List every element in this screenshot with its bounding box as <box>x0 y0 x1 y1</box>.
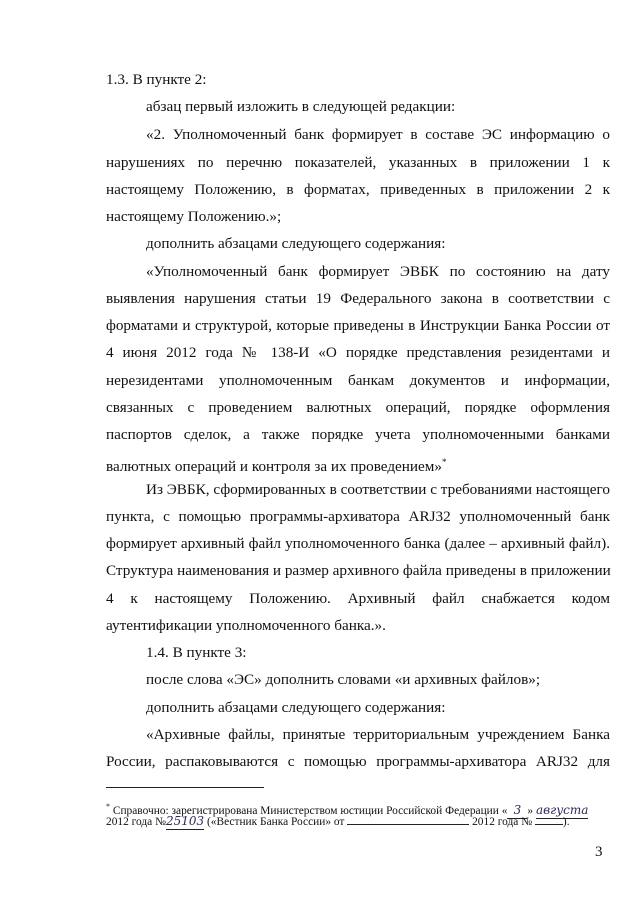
text-line: нерезидентами уполномоченным банкам документов и информации, <box>106 372 610 389</box>
text-line: 1.3. В пункте 2: <box>106 71 207 88</box>
text-line: настоящему Положению, в форматах, приведенных в приложении 2 к <box>106 181 610 198</box>
footnote-mark: * <box>442 457 447 467</box>
text-line: выявления нарушения статьи 19 Федерального закона в соответствии с <box>106 290 610 307</box>
text-line: Из ЭВБК, сформированных в соответствии с требованиями настоящего <box>146 481 610 498</box>
text-line: после слова «ЭС» дополнить словами «и архивных файлов»; <box>146 671 541 688</box>
footnote-text: 2012 года № <box>472 816 533 828</box>
footnote-text: Справочно: зарегистрирована Министерством юстиции Российской Федерации « <box>112 804 508 817</box>
text-line: 4 июня 2012 года № 138-И «О порядке представления резидентами и <box>106 344 610 361</box>
footnote-mark: * <box>106 802 110 811</box>
handwritten-number: 25103 <box>165 814 205 828</box>
text-line-with-footnote <box>106 452 610 477</box>
text-line: дополнить абзацами следующего содержания: <box>146 235 446 252</box>
text-line: 1.4. В пункте 3: <box>146 644 247 661</box>
text-line: Структура наименования и размер архивного файла приведены в приложении <box>106 562 611 579</box>
text-line: абзац первый изложить в следующей редакции: <box>146 98 456 115</box>
text-line: 4 к настоящему Положению. Архивный файл снабжается кодом <box>106 590 610 607</box>
text-line: формирует архивный файл уполномоченного банка (далее – архивный файл). <box>106 535 610 552</box>
footnote-line-2 <box>106 814 616 830</box>
text-line: валютных операций и контроля за их проведением» <box>106 458 442 476</box>
text-line: паспортов сделок, а также порядке учета уполномоченными банками <box>106 426 610 443</box>
footnote-text: («Вестник Банка России» от <box>207 816 345 828</box>
text-line: «2. Уполномоченный банк формирует в составе ЭС информацию о <box>146 126 610 143</box>
text-line: форматами и структурой, которые приведены в Инструкции Банка России от <box>106 317 610 334</box>
footnote-text: 2012 года № <box>106 816 166 828</box>
text-line: аутентификации уполномоченного банка.». <box>106 617 386 634</box>
text-line: «Архивные файлы, принятые территориальным учреждением Банка <box>146 726 610 743</box>
page-number: 3 <box>595 844 603 860</box>
text-line: дополнить абзацами следующего содержания: <box>146 699 446 716</box>
text-line: пункта, с помощью программы-архиватора ARJ32 уполномоченный банк <box>106 508 610 525</box>
handwritten-month: августа <box>535 802 589 817</box>
text-line: настоящему Положению.»; <box>106 208 282 225</box>
text-line: «Уполномоченный банк формирует ЭВБК по состоянию на дату <box>146 263 610 280</box>
text-line: связанных с проведением валютных операций, порядке оформления <box>106 399 610 416</box>
text-line: нарушениях по перечню показателей, указанных в приложении 1 к <box>106 154 610 171</box>
handwritten-day: 3 <box>507 803 527 819</box>
footnote-text: ). <box>562 816 570 828</box>
text-line: России, распаковываются с помощью программы-архиватора ARJ32 для <box>106 753 610 770</box>
footnote-divider <box>106 787 264 788</box>
blank-number-field <box>535 814 563 825</box>
footnote-text: » <box>527 804 534 817</box>
blank-date-field <box>347 814 469 825</box>
